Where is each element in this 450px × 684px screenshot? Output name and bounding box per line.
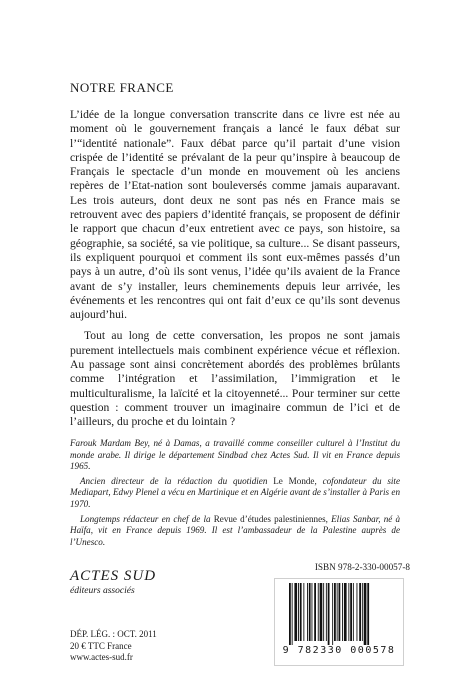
barcode-bar bbox=[364, 583, 367, 645]
blurb-paragraph-1: L’idée de la longue conversation transcrite dans ce livre est née au moment où le gouvernement français a lancé le faux débat sur l’“identité nationale”. Faux débat parce qu’il partait d’une vision crispée de l’identité se prévalant de la peur qu’inspire à beaucoup de Français le spectacle d’un monde en mouvement où les anciens repères de l’Etat-nation sont bouleversés comme jamais auparavant. Les trois auteurs, dont deux ne sont pas nés en France mais se retrouvent avec des papiers d’identité français, se proposent de définir le rapport que chacun d’eux entretient avec ce pays, son histoire, sa géographie, sa société, sa vie politique, sa culture... Se disant passeurs, ils expliquent pourquoi et comment ils sont eux-mêmes passés d’un pays à un autre, d’où ils sont venus, l’idée qu’ils avaient de la France avant de s’y installer, leurs cheminements depuis leur arrivée, les événements et les rencontres qui ont fait d’eux ce qu’ils sont devenus aujourd’hui. bbox=[70, 108, 400, 322]
barcode-bar bbox=[326, 583, 327, 641]
barcode-bar bbox=[339, 583, 341, 641]
barcode-bar bbox=[344, 583, 347, 641]
barcode-bar bbox=[300, 583, 302, 641]
barcode-bar bbox=[303, 583, 304, 641]
bio-text: , cofondateur du site Mediapart, Edwy Plenel a vécu en Martinique et en Algérie avant de s’installer à Paris en 1970. bbox=[70, 475, 400, 509]
barcode-bar bbox=[314, 583, 316, 641]
barcode-bar bbox=[289, 583, 291, 645]
barcode-bar bbox=[292, 583, 293, 645]
bio-text: Farouk Mardam Bey, né à Damas, a travaillé comme conseiller culturel à l’Institut du monde arabe. Il dirige le département Sindbad chez Actes Sud. Il vit en France depuis 1965. bbox=[70, 438, 400, 472]
bio-publication-name: Le Monde bbox=[273, 475, 315, 486]
publisher-name: ACTES SUD bbox=[70, 568, 157, 584]
blurb-paragraph-2: Tout au long de cette conversation, les propos ne sont jamais purement intellectuels mais combinent expérience vécue et réflexion. Au passage sont ainsi concrètement abordés des problèmes brûlants comme l’intégration et l’assimilation, l’immigration et le multiculturalisme, la laïcité et la citoyenneté... Pour terminer sur cette question : comment trouver un imaginaire commun de l’ici et de l’ailleurs, du proche et du lointain ? bbox=[70, 329, 400, 429]
barcode-number: 9 782330 000578 bbox=[282, 645, 396, 656]
author-bios bbox=[70, 438, 400, 551]
barcode-bar bbox=[294, 583, 297, 641]
author-bio-sanbar bbox=[70, 514, 400, 549]
barcode-bar bbox=[353, 583, 354, 641]
barcode-bar bbox=[312, 583, 313, 641]
page-title: NOTRE FRANCE bbox=[70, 80, 174, 95]
blurb bbox=[70, 108, 400, 430]
barcode-bars bbox=[287, 583, 391, 645]
barcode-bar bbox=[328, 583, 330, 645]
barcode-bar bbox=[309, 583, 311, 641]
barcode-bar bbox=[318, 583, 319, 641]
publisher-subtitle: éditeurs associés bbox=[70, 586, 135, 596]
barcode-bar bbox=[337, 583, 338, 641]
publisher-logo bbox=[70, 568, 230, 596]
barcode-bar bbox=[332, 583, 333, 645]
isbn: ISBN 978-2-330-00057-8 bbox=[314, 562, 410, 572]
author-bio-mardam-bey bbox=[70, 438, 400, 473]
barcode-bar bbox=[357, 583, 358, 641]
publisher-website: www.actes-sud.fr bbox=[70, 652, 133, 662]
barcode-bar bbox=[359, 583, 361, 641]
bio-text: , Elias Sanbar, né à Haïfa, vit en France depuis 1969. Il est l’ambassadeur de la Palestine auprès de l’Unesco. bbox=[70, 513, 401, 547]
barcode bbox=[274, 578, 404, 666]
bio-text: Longtemps rédacteur en chef de la bbox=[80, 513, 214, 524]
barcode-bar bbox=[367, 583, 369, 645]
legal-info bbox=[70, 629, 157, 664]
barcode-bar bbox=[298, 583, 299, 641]
barcode-bar bbox=[350, 583, 352, 641]
barcode-bar bbox=[348, 583, 349, 641]
bio-text: Ancien directeur de la rédaction du quotidien bbox=[80, 475, 274, 486]
barcode-bar bbox=[342, 583, 343, 641]
barcode-bar bbox=[362, 583, 363, 641]
barcode-bar bbox=[334, 583, 336, 641]
legal-deposit: DÉP. LÉG. : OCT. 2011 bbox=[70, 629, 157, 639]
author-bio-plenel bbox=[70, 476, 400, 511]
price: 20 € TTC France bbox=[70, 640, 132, 651]
bio-publication-name: Revue d’études palestiniennes bbox=[213, 513, 326, 524]
barcode-bar bbox=[323, 583, 324, 641]
barcode-bar bbox=[307, 583, 308, 641]
barcode-bar bbox=[320, 583, 323, 641]
